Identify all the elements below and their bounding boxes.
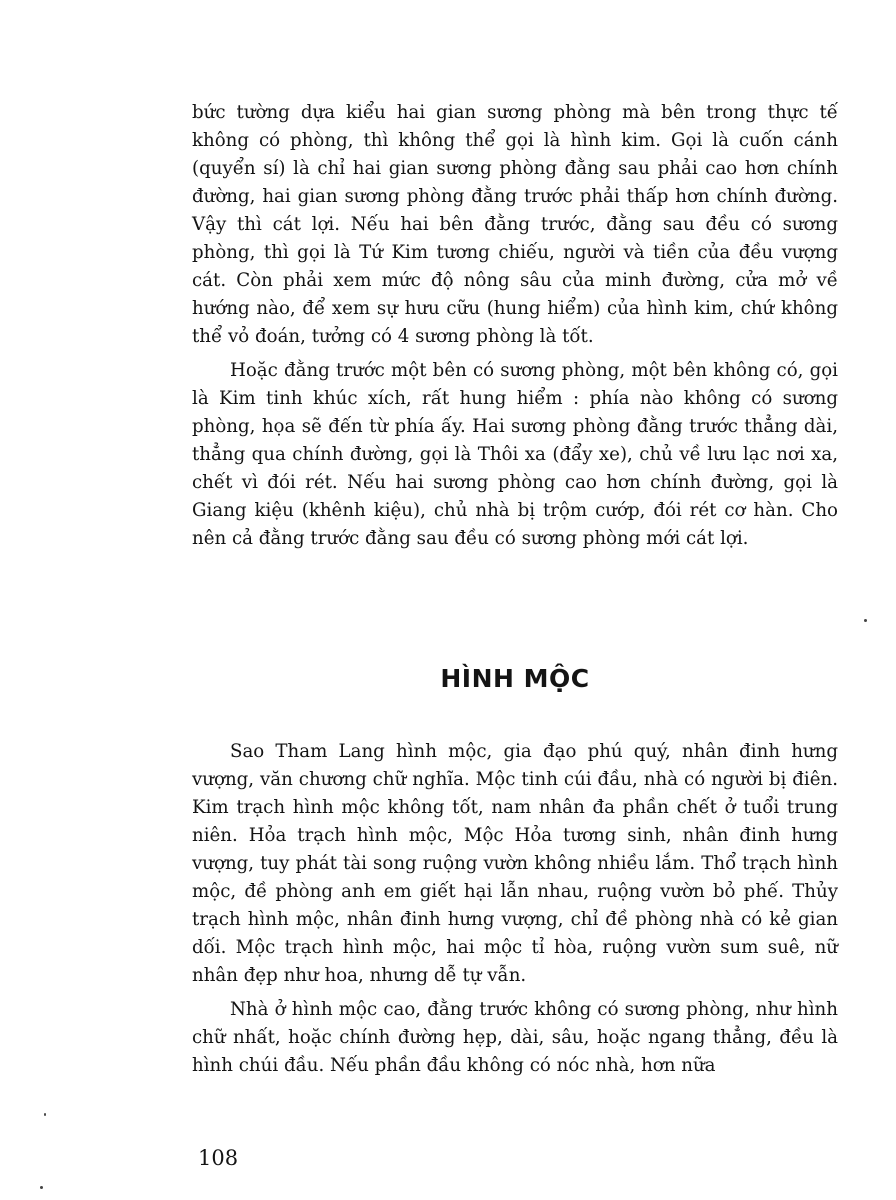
scan-speck [864, 619, 867, 622]
paragraph: Sao Tham Lang hình mộc, gia đạo phú quý, nhân đinh hưng vượng, văn chương chữ nghĩa. Mộc tinh cúi đầu, nhà có người bị điên. Kim trạch hình mộc không tốt, nam nhân đa phần chết ở tuổi trung niên. Hỏa trạch hình mộc, Mộc Hỏa tương sinh, nhân đinh hưng vượng, tuy phát tài song ruộng vườn không nhiều lắm. Thổ trạch hình mộc, đề phòng anh em giết hại lẫn nhau, ruộng vườn bỏ phế. Thủy trạch hình mộc, nhân đinh hưng vượng, chỉ đề phòng nhà có kẻ gian dối. Mộc trạch hình mộc, hai mộc tỉ hòa, ruộng vườn sum suê, nữ nhân đẹp như hoa, nhưng dễ tự vẫn. [192, 741, 838, 986]
section-heading: HÌNH MỘC [440, 664, 590, 693]
scan-speck [44, 1113, 46, 1116]
scan-speck [40, 1186, 43, 1189]
text-block-top [192, 99, 838, 553]
text-block-bottom [192, 738, 838, 1080]
paragraph: Nhà ở hình mộc cao, đằng trước không có sương phòng, như hình chữ nhất, hoặc chính đường hẹp, dài, sâu, hoặc ngang thẳng, đều là hình chúi đầu. Nếu phần đầu không có nóc nhà, hơn nữa [192, 999, 838, 1076]
page-number: 108 [198, 1146, 239, 1170]
paragraph: bức tường dựa kiểu hai gian sương phòng mà bên trong thực tế không có phòng, thì không thể gọi là hình kim. Gọi là cuốn cánh (quyển sí) là chỉ hai gian sương phòng đằng sau phải cao hơn chính đường, hai gian sương phòng đằng trước phải thấp hơn chính đường. Vậy thì cát lợi. Nếu hai bên đằng trước, đằng sau đều có sương phòng, thì gọi là Tứ Kim tương chiếu, người và tiền của đều vượng cát. Còn phải xem mức độ nông sâu của minh đường, cửa mở về hướng nào, để xem sự hưu cữu (hung hiểm) của hình kim, chứ không thể vỏ đoán, tưởng có 4 sương phòng là tốt. [192, 102, 838, 347]
paragraph: Hoặc đằng trước một bên có sương phòng, một bên không có, gọi là Kim tinh khúc xích, rất hung hiểm : phía nào không có sương phòng, họa sẽ đến từ phía ấy. Hai sương phòng đằng trước thẳng dài, thẳng qua chính đường, gọi là Thôi xa (đẩy xe), chủ về lưu lạc nơi xa, chết vì đói rét. Nếu hai sương phòng cao hơn chính đường, gọi là Giang kiệu (khênh kiệu), chủ nhà bị trộm cướp, đói rét cơ hàn. Cho nên cả đằng trước đằng sau đều có sương phòng mới cát lợi. [192, 360, 838, 549]
